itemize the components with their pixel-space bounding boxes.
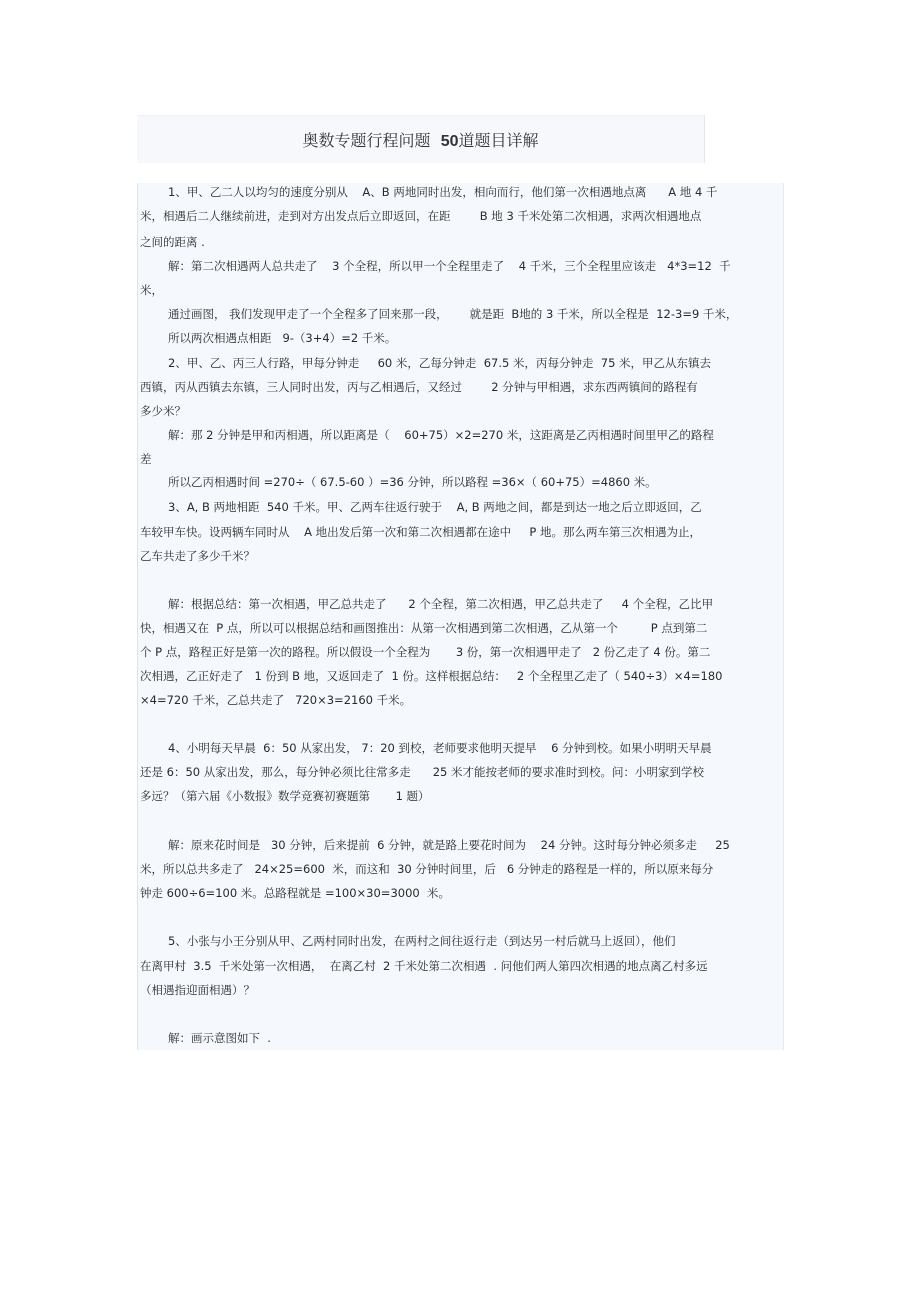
text-line: （相遇指迎面相遇）？ bbox=[140, 983, 255, 997]
text-line: 乙车共走了多少千米？ bbox=[140, 549, 255, 563]
text-line: 所以两次相遇点相距 9-（3+4）=2 千米。 bbox=[168, 331, 397, 345]
document-title bbox=[137, 128, 704, 151]
title-prefix: 奥数专题行程问题 bbox=[302, 131, 436, 150]
text-line: 1、甲、乙二人以均匀的速度分别从 A、B 两地同时出发，相向而行，他们第一次相遇地点离 A 地 4 千 bbox=[168, 185, 718, 199]
text-line: 个 P 点，路程正好是第一次的路程。所以假设一个全程为 3 份，第一次相遇甲走了 2 份乙走了 4 份。第二 bbox=[140, 645, 711, 659]
text-line: 多远？（第六届《小数报》数学竞赛初赛题第 1 题） bbox=[140, 789, 430, 803]
text-line: 米， bbox=[140, 283, 163, 297]
text-line: 西镇，丙从西镇去东镇，三人同时出发，丙与乙相遇后，又经过 2 分钟与甲相遇，求东西两镇间的路程有 bbox=[140, 380, 698, 394]
text-line: 2、甲、乙、丙三人行路，甲每分钟走 60 米，乙每分钟走 67.5 米，丙每分钟走 75 米，甲乙从东镇去 bbox=[168, 356, 712, 370]
text-line: 通过画图， 我们发现甲走了一个全程多了回来那一段， 就是距 B地的 3 千米，所以全程是 12-3=9 千米， bbox=[168, 307, 738, 321]
text-line: 车较甲车快。设两辆车同时从 A 地出发后第一次和第二次相遇都在途中 P 地。那么两车第三次相遇为止， bbox=[140, 525, 702, 539]
text-line: 多少米？ bbox=[140, 404, 186, 418]
text-line: 3、A, B 两地相距 540 千米。甲、乙两车往返行驶于 A, B 两地之间，都是到达一地之后立即返回，乙 bbox=[168, 500, 702, 514]
text-line: 米，相遇后二人继续前进，走到对方出发点后立即返回，在距 B 地 3 千米处第二次相遇，求两次相遇地点 bbox=[140, 209, 702, 223]
text-line: 解：根据总结：第一次相遇，甲乙总共走了 2 个全程，第二次相遇，甲乙总共走了 4 个全程，乙比甲 bbox=[168, 597, 714, 611]
title-suffix: 道题目详解 bbox=[458, 131, 539, 150]
text-line: 米，所以总共多走了 24×25=600 米，而这和 30 分钟时间里，后 6 分钟走的路程是一样的，所以原来每分 bbox=[140, 862, 714, 876]
text-line: 解：原来花时间是 30 分钟，后来提前 6 分钟，就是路上要花时间为 24 分钟。这时每分钟必须多走 25 bbox=[168, 838, 730, 852]
document-body bbox=[137, 183, 784, 1050]
text-line: 次相遇，乙正好走了 1 份到 B 地，又返回走了 1 份。这样根据总结： 2 个全程里乙走了（ 540÷3）×4=180 bbox=[140, 669, 723, 683]
text-line: 钟走 600÷6=100 米。总路程就是 =100×30=3000 米。 bbox=[140, 886, 451, 900]
text-line: 所以乙丙相遇时间 =270÷（ 67.5-60 ）=36 分钟，所以路程 =36×（ 60+75）=4860 米。 bbox=[168, 475, 657, 489]
text-line: 解：画示意图如下 . bbox=[168, 1031, 271, 1045]
title-number: 50 bbox=[440, 133, 459, 150]
text-line: 5、小张与小王分别从甲、乙两村同时出发，在两村之间往返行走（到达另一村后就马上返回），他们 bbox=[168, 934, 676, 948]
text-line: 快，相遇又在 P 点，所以可以根据总结和画图推出：从第一次相遇到第二次相遇，乙从第一个 P 点到第二 bbox=[140, 621, 708, 635]
text-line: 差 bbox=[140, 452, 152, 466]
text-line: 在离甲村 3.5 千米处第一次相遇， 在离乙村 2 千米处第二次相遇 . 问他们两人第四次相遇的地点离乙村多远 bbox=[140, 959, 708, 973]
title-box bbox=[137, 115, 705, 163]
text-line: 之间的距离 . bbox=[140, 235, 205, 249]
text-line: 解：那 2 分钟是甲和丙相遇，所以距离是（ 60+75）×2=270 米，这距离是乙丙相遇时间里甲乙的路程 bbox=[168, 428, 714, 442]
text-line: 解：第二次相遇两人总共走了 3 个全程，所以甲一个全程里走了 4 千米，三个全程里应该走 4*3=12 千 bbox=[168, 259, 731, 273]
text-line: 还是 6：50 从家出发，那么，每分钟必须比往常多走 25 米才能按老师的要求准时到校。问：小明家到学校 bbox=[140, 765, 704, 779]
text-line: ×4=720 千米，乙总共走了 720×3=2160 千米。 bbox=[140, 693, 412, 707]
text-line: 4、小明每天早晨 6：50 从家出发， 7：20 到校，老师要求他明天提早 6 分钟到校。如果小明明天早晨 bbox=[168, 741, 712, 755]
